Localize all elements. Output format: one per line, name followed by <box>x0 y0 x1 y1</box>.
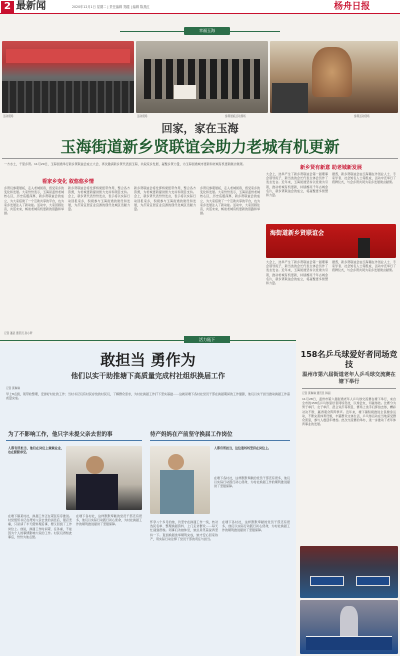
photo-village-official <box>66 446 142 510</box>
visitor <box>272 83 308 113</box>
photo-caption: 参观展板活动现场 <box>225 115 246 118</box>
photo-pingpong-hall <box>300 546 398 598</box>
feature-byline: 记者 黄琳琳 <box>6 387 20 390</box>
player <box>340 606 358 636</box>
lead-paragraph: 一方水土，千里乡贤。11月29日，玉海街道举行新乡贤联谊会成立大会，再次邀请新乡贤代表到玉海，共叙家乡发展，凝聚乡贤力量，为玉海街道城市更新和老城有机更新献计献策。 <box>4 162 246 166</box>
divider <box>2 158 398 159</box>
table-tennis-table <box>356 576 390 586</box>
body-column-6: 据悉，新乡贤联谊会由玉海籍在外创业人士、专家学者、社会知名人士等组成，活动中还举行了授牌仪式，与会乡贤共同为家乡发展建言献策。 <box>332 172 396 185</box>
article-headline: 玉海街道新乡贤联谊会助力老城有机更新 <box>60 138 340 156</box>
story2-rule <box>150 440 290 441</box>
portrait-head <box>168 454 184 470</box>
banner-text: 海街道新乡贤联谊会 <box>270 230 325 237</box>
feature-subheadline: 他们以实干助推塘下高质量完成村社组织换届工作 <box>71 372 225 380</box>
story2-body-b: 在塘下各村社，这样默默奉献的党员干部还有很多，他们以实际行动践行初心使命，为村社换届工作的顺利推进提供了坚强保障。 <box>222 520 290 533</box>
portrait-body <box>76 474 118 510</box>
story2-quote: 人都有所担当，这位准妈妈坚持在岗位上。 <box>214 446 272 450</box>
tag-rule <box>0 340 296 341</box>
photo-conference-hall <box>2 41 134 113</box>
photo-banner-ceremony <box>266 224 396 258</box>
story1-rule <box>6 440 142 441</box>
photo-exhibition <box>270 41 398 113</box>
photo-group-visit <box>136 41 268 113</box>
people-group <box>144 59 260 99</box>
masthead-meta: 2020年12月1日 星期二 | 责任编辑 郑健 | 编辑 陈燕红 <box>72 5 150 9</box>
statue <box>312 47 352 97</box>
body-column-3: 新乡贤联谊会将发挥桥梁纽带作用，整合各方资源，为老城更新提供智力支持和项目支持。会上，新乡贤代表纷纷发言，表示将以实际行动回报家乡，积极参与玉海街道的建设和发展，为打造宜居宜业宜游的现代化城区贡献力量。 <box>134 186 196 212</box>
col1-subhead: 看家乡变化 叙悠悠乡情 <box>42 179 94 185</box>
display-board <box>174 85 196 99</box>
sports-subheadline: 温州市第六届街道老年人乒乓球交流赛在塘下举行 <box>302 372 396 385</box>
speaker <box>358 238 370 258</box>
table-tennis-table <box>310 576 344 586</box>
sports-body: 11月28日，温州市第六届街道老年人乒乓球交流赛在塘下举行，来自全市的158名乒乓球爱好者同场竞技，以球会友，切磋球技。比赛分为男子单打、女子单打、混合双打等项目，赛场上选手们挥拍击球，精彩对决不断，赢得观众阵阵掌声。近年来，塘下镇积极推进全民健身运动，不断完善体育设施，丰富群众文体生活，乒乓球运动在当地深受群众喜爱，参与人数逐年增加。此次交流赛的举办，进一步推动了老年体育事业的发展。 <box>302 397 396 427</box>
divider <box>302 388 396 389</box>
stage-banner <box>6 49 130 63</box>
feature-headline: 敢担当 勇作为 <box>100 351 196 369</box>
photo-caption: 活动现场 <box>3 115 14 118</box>
byline: 记者 潘武 通讯员 孙小梦 <box>4 332 33 335</box>
body-column-4: 乡贤们参观展板，走入老城街巷，感受家乡的变化和发展。大家纷纷表示，玉海是温州老城核心区，历史底蕴深厚，新乡贤联谊会的成立，为大家搭建了一个互助共享的平台，也为家乡发展注入了新动能。活动中，大家回顾往昔，共话未来，畅谈老城有机更新的思路和举措。 <box>200 186 260 216</box>
portrait-head <box>86 456 104 474</box>
story1-quote: 人都有所担当，他们在岗位上兢兢业业，也在默默承受。 <box>8 446 64 455</box>
sports-byline: 记者 黄琳琳 通讯员 韩丽 <box>302 392 331 395</box>
photo-expectant-mother <box>150 446 210 514</box>
body-column-2: 新乡贤联谊会将发挥桥梁纽带作用，整合各方资源，为老城更新提供智力支持和项目支持。会上，新乡贤代表纷纷发言，表示将以实际行动回报家乡，积极参与玉海街道的建设和发展，为打造宜居宜业宜游的现代化城区贡献力量。 <box>68 186 130 212</box>
section-tag-bottom: 活力瓯下 <box>184 336 230 344</box>
photo-caption: 参观活动现场 <box>354 115 370 118</box>
article-kicker: 回家，家在玉海 <box>161 122 239 135</box>
story1-title: 为了不影响工作，他只字未提父亲去世的事 <box>8 432 113 438</box>
story2-title: 待产妈妈在产前坚守换届工作岗位 <box>150 432 233 438</box>
photo-pingpong-match <box>300 600 398 654</box>
portrait-body <box>160 470 194 514</box>
audience <box>2 81 134 113</box>
story2-body-a: 怀孕八个多月的她，仍坚守在换届工作一线，核对选民名单、整理换届资料、上门走访群众……每天忙碌到很晚。同事们劝她休息，她总是笑着说再坚持一下。直到换届选举顺利完成，她才安心回家待产，用实际行动诠释了党员干部的责任与担当。 <box>150 520 218 541</box>
section-title: 最新闻 <box>16 1 46 12</box>
feature-lead: 早上8点到，别带检整理，安排好村社的工作；当村书记们有村民存放的村民们，了解群众需求，为村社换届工作打下坚实基础……这就是塘下各村社党员干部在换届期间的工作缩影，他们以实干担当推动换届工作高质量完成。 <box>6 392 290 401</box>
col3-subhead: 新乡贤有新意 助老城新发展 <box>300 165 362 171</box>
table-tennis-table <box>306 636 392 650</box>
photo-caption: 活动现场 <box>137 115 148 118</box>
body-column-1: 乡贤们参观展板，走入老城街巷，感受家乡的变化和发展。大家纷纷表示，玉海是温州老城核心区，历史底蕴深厚，新乡贤联谊会的成立，为大家搭建了一个互助共享的平台，也为家乡发展注入了新动能。活动中，大家回顾往昔，共话未来，畅谈老城有机更新的思路和举措。 <box>4 186 64 216</box>
story1-body-b: 在塘下各村社，这样默默奉献的党员干部还有很多，他们以实际行动践行初心使命，为村社换届工作的顺利推进提供了坚强保障。 <box>76 514 142 527</box>
body-column-7: 大会上，选举产生了新乡贤联谊会第一届理事会领导班子，新当选的会长代表全体会员作了表态发言。近年来，玉海街道坚持以党建为引领，推动老城有机更新，持续擦亮千年古城金名片，新乡贤联谊会的成立，将凝聚更多智慧和力量。 <box>266 260 328 286</box>
page-number: 2 <box>1 1 14 13</box>
body-column-5: 大会上，选举产生了新乡贤联谊会第一届理事会领导班子，新当选的会长代表全体会员作了表态发言。近年来，玉海街道坚持以党建为引领，推动老城有机更新，持续擦亮千年古城金名片，新乡贤联谊会的成立，将凝聚更多智慧和力量。 <box>266 172 328 198</box>
newspaper-brand: 杨舟日报 <box>334 2 371 12</box>
story2-body-intro: 在塘下各村社，这样默默奉献的党员干部还有很多，他们以实际行动践行初心使命，为村社换届工作的顺利推进提供了坚强保障。 <box>214 476 290 489</box>
body-column-8: 据悉，新乡贤联谊会由玉海籍在外创业人士、专家学者、社会知名人士等组成，活动中还举行了授牌仪式，与会乡贤共同为家乡发展建言献策。 <box>332 260 396 273</box>
story1-body-a: 在塘下镇某村社，换届工作正在紧张有序推进。村党组织书记在得知父亲去世的消息后，强忍悲痛，只是请了半天假料理后事，便又回到了工作岗位上。他说，换届工作时间紧、任务重，不能因为个人的事情影响大家的工作。村民们得知此事后，纷纷为他点赞。 <box>8 514 72 540</box>
sports-headline: 158名乒乓球爱好者同场竞技 <box>300 350 398 369</box>
section-tag-top: 幸福玉海 <box>184 27 230 35</box>
